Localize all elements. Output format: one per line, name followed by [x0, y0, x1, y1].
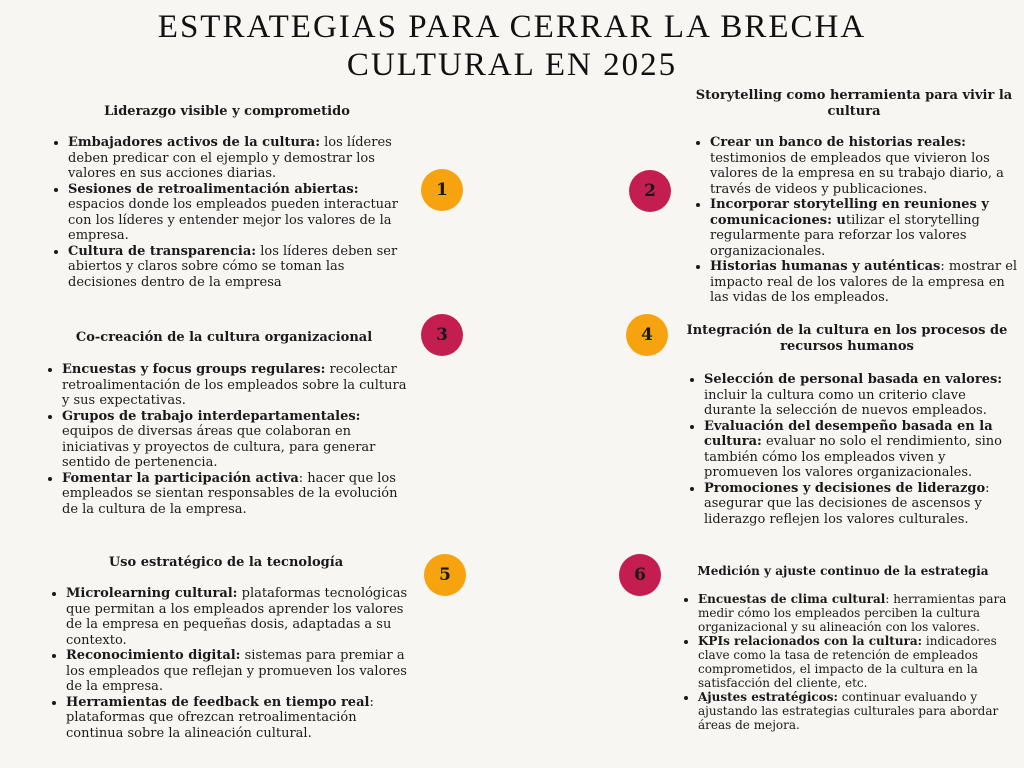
section-3 [40, 330, 408, 517]
number-badge-3: 3 [421, 314, 463, 356]
list-item [698, 690, 1010, 732]
list-item [66, 648, 408, 695]
item-text: : herramientas para medir cómo los empleados perciben la cultura organizacional y su alineación con los valores. [698, 592, 1007, 634]
item-term: Cultura de transparencia: [68, 243, 257, 259]
title-line-2: CULTURAL EN 2025 [346, 47, 678, 83]
item-text: incluir la cultura como un criterio clave durante la selección de nuevos empleados. [704, 387, 987, 418]
list-item [704, 419, 1012, 481]
item-text: sistemas para premiar a los empleados que reflejan y promueven los valores de la empresa. [66, 648, 407, 694]
list-item [68, 182, 408, 244]
bullet-list [676, 592, 1010, 732]
section-heading: Integración de la cultura en los procesos de recursos humanos [686, 323, 1008, 354]
section-4 [682, 323, 1012, 527]
item-text: espacios donde los empleados pueden interactuar con los líderes y entender mejor los valores de la empresa. [68, 197, 399, 243]
bullet-list [44, 586, 408, 741]
item-text: recolectar retroalimentación de los empleados sobre la cultura y sus expectativas. [62, 362, 407, 408]
item-text: plataformas tecnológicas que permitan a los empleados aprender los valores de la empresa en pequeñas dosis, adaptadas a su contexto. [66, 586, 408, 648]
bullet-list [40, 362, 408, 517]
list-item [62, 362, 408, 409]
list-item [66, 586, 408, 648]
number-badge-6: 6 [619, 554, 661, 596]
section-heading: Co-creación de la cultura organizacional [75, 330, 373, 345]
section-2 [688, 88, 1020, 306]
list-item [62, 471, 408, 518]
item-text: indicadores clave como la tasa de retención de empleados comprometidos, el impacto de la cultura en la satisfacción del cliente, etc. [698, 634, 997, 690]
item-term: Herramientas de feedback en tiempo real [66, 694, 370, 710]
item-term: Grupos de trabajo interdepartamentales: [62, 408, 361, 424]
number-badge-5: 5 [424, 554, 466, 596]
item-term: KPIs relacionados con la cultura: [698, 634, 923, 648]
item-text: tilizar el storytelling regularmente para reforzar los valores organizacionales. [710, 212, 980, 259]
item-term: Incorporar storytelling en reuniones y comunicaciones: u [710, 197, 989, 228]
item-text: : plataformas que ofrezcan retroalimentación continua sobre la alineación cultural. [66, 694, 374, 741]
item-term: Crear un banco de historias reales: [710, 135, 966, 150]
list-item [698, 592, 1010, 634]
list-item [66, 695, 408, 742]
item-text: los líderes deben predicar con el ejemplo y demostrar los valores en sus acciones diarias. [68, 135, 392, 181]
list-item [710, 197, 1020, 259]
item-term: Encuestas y focus groups regulares: [62, 362, 326, 377]
section-heading: Medición y ajuste continuo de la estrategia [697, 564, 989, 578]
title-line-1: ESTRATEGIAS PARA CERRAR LA BRECHA [157, 9, 867, 45]
list-item [68, 135, 408, 182]
item-term: Fomentar la participación activa [62, 470, 299, 486]
item-text: continuar evaluando y ajustando las estrategias culturales para abordar áreas de mejora. [698, 690, 999, 732]
item-text: : asegurar que las decisiones de ascensos y liderazgo reflejen los valores culturales. [704, 480, 990, 527]
item-term: Encuestas de clima cultural [698, 592, 886, 606]
item-term: Reconocimiento digital: [66, 648, 241, 663]
section-heading: Storytelling como herramienta para vivir la cultura [695, 88, 1013, 119]
list-item [704, 372, 1012, 419]
list-item [62, 409, 408, 471]
list-item [698, 634, 1010, 690]
number-badge-4: 4 [626, 314, 668, 356]
item-term: Evaluación del desempeño basada en la cultura: [704, 418, 993, 449]
item-text: testimonios de empleados que vivieron los valores de la empresa en su trabajo diario, a través de videos y publicaciones. [710, 150, 1004, 197]
item-text: equipos de diversas áreas que colaboran en iniciativas y proyectos de cultura, para generar sentido de pertenencia. [62, 424, 376, 470]
list-item [710, 135, 1020, 197]
section-heading: Liderazgo visible y comprometido [104, 104, 350, 119]
number-badge-1: 1 [421, 169, 463, 211]
list-item [704, 481, 1012, 528]
bullet-list [688, 135, 1020, 306]
section-6 [676, 563, 1010, 732]
item-term: Embajadores activos de la cultura: [68, 135, 320, 150]
item-text: evaluar no solo el rendimiento, sino también cómo los empleados viven y promueven los valores organizacionales. [704, 434, 1002, 480]
section-1 [46, 104, 408, 290]
list-item [68, 244, 408, 291]
item-term: Ajustes estratégicos: [698, 690, 838, 704]
item-text: los líderes deben ser abiertos y claros sobre cómo se toman las decisiones dentro de la empresa [68, 243, 398, 290]
item-term: Promociones y decisiones de liderazgo [704, 480, 986, 496]
item-term: Historias humanas y auténticas [710, 259, 941, 274]
section-5 [44, 555, 408, 741]
list-item [710, 259, 1020, 306]
item-text: : hacer que los empleados se sientan responsables de la evolución de la cultura de la empresa. [62, 470, 398, 517]
item-term: Microlearning cultural: [66, 586, 238, 601]
number-badge-2: 2 [629, 170, 671, 212]
item-text: : mostrar el impacto real de los valores de la empresa en las vidas de los empleados. [710, 259, 1018, 305]
bullet-list [46, 135, 408, 290]
item-term: Sesiones de retroalimentación abiertas: [68, 181, 359, 197]
section-heading: Uso estratégico de la tecnología [108, 555, 344, 570]
bullet-list [682, 372, 1012, 527]
item-term: Selección de personal basada en valores: [704, 372, 1003, 387]
page-title [0, 8, 1024, 84]
